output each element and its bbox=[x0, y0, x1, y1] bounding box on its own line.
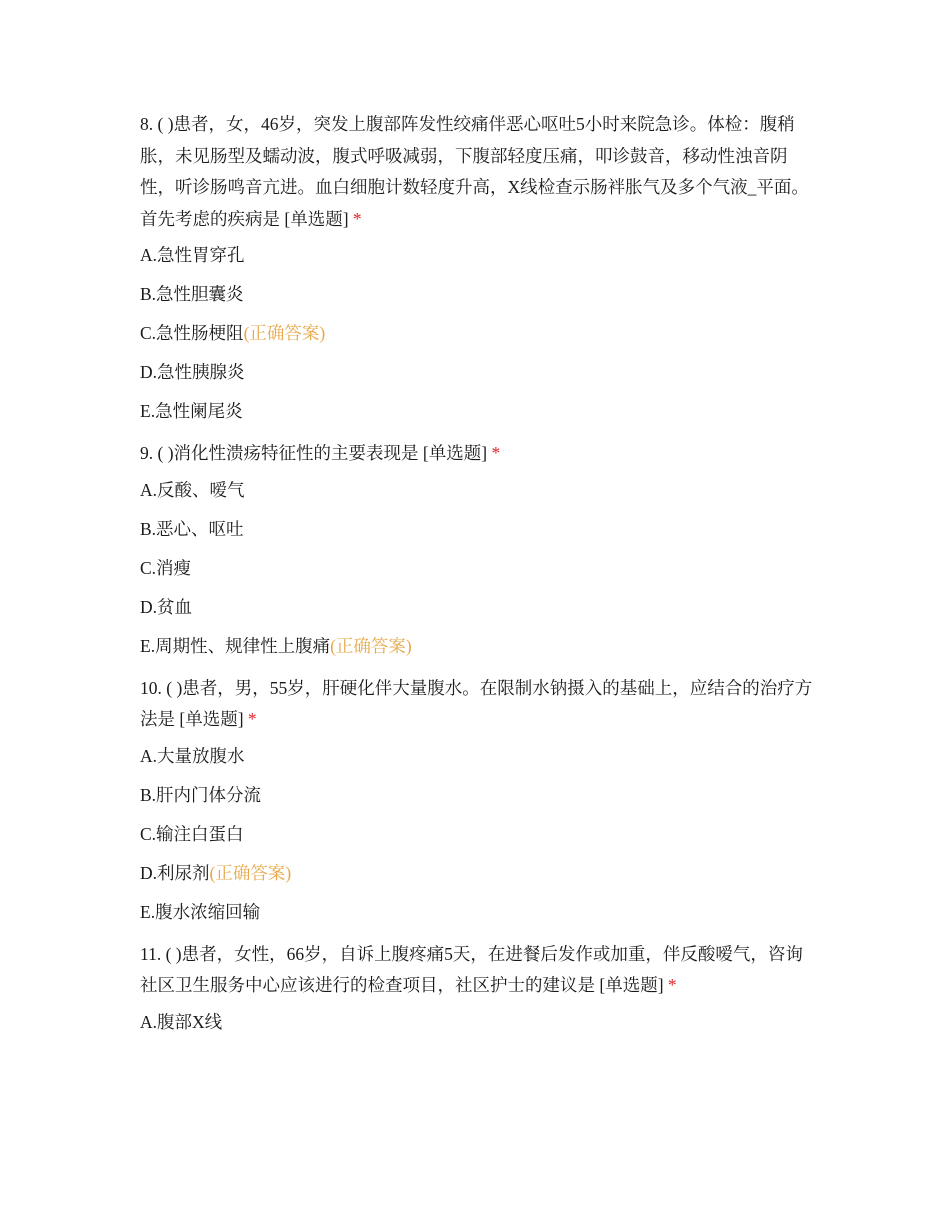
question-9 bbox=[140, 438, 820, 659]
option-d: D.急性胰腺炎 bbox=[140, 362, 245, 382]
required-mark: * bbox=[491, 443, 501, 463]
correct-answer-mark: (正确答案) bbox=[330, 635, 412, 656]
question-10 bbox=[140, 673, 820, 925]
question-text: 11. ( )患者，女性，66岁，自诉上腹疼痛5天，在进餐后发作或加重，伴反酸嗳气，咨询社区卫生服务中心应该进行的检查项目，社区护士的建议是 [单选题] * bbox=[140, 943, 803, 995]
option-a: A.大量放腹水 bbox=[140, 745, 245, 766]
question-text: 8. ( )患者，女，46岁，突发上腹部阵发性绞痛伴恶心呕吐5小时来院急诊。体检：腹稍胀，未见肠型及蠕动波，腹式呼吸减弱，下腹部轻度压痛，叩诊鼓音，移动性浊音阴性，听诊肠鸣音亢进。血白细胞计数轻度升高，X线检查示肠袢胀气及多个气液_平面。首先考虑的疾病是 [单选题] * bbox=[140, 114, 809, 229]
option-e: E.腹水浓缩回输 bbox=[140, 901, 261, 922]
document-page bbox=[140, 109, 820, 1048]
option-c: C.输注白蛋白 bbox=[140, 823, 244, 844]
required-mark: * bbox=[352, 208, 362, 229]
option-e: E.急性阑尾炎 bbox=[140, 401, 243, 421]
option-b: B.急性胆囊炎 bbox=[140, 284, 244, 304]
option-d: D.贫血 bbox=[140, 596, 193, 617]
option-d: D.利尿剂(正确答案) bbox=[140, 862, 292, 883]
option-a: A.急性胃穿孔 bbox=[140, 245, 245, 265]
option-c: C.消瘦 bbox=[140, 557, 192, 578]
option-e: E.周期性、规律性上腹痛(正确答案) bbox=[140, 635, 412, 656]
question-8 bbox=[140, 109, 820, 424]
option-b: B.恶心、呕吐 bbox=[140, 518, 244, 539]
question-text: 9. ( )消化性溃疡特征性的主要表现是 [单选题] * bbox=[140, 443, 501, 463]
option-b: B.肝内门体分流 bbox=[140, 784, 262, 805]
question-11 bbox=[140, 939, 820, 1035]
required-mark: * bbox=[667, 975, 677, 995]
option-a: A.腹部X线 bbox=[140, 1011, 223, 1032]
option-c: C.急性肠梗阻(正确答案) bbox=[140, 323, 326, 343]
correct-answer-mark: (正确答案) bbox=[209, 862, 292, 883]
required-mark: * bbox=[247, 709, 257, 729]
question-text: 10. ( )患者，男，55岁，肝硬化伴大量腹水。在限制水钠摄入的基础上，应结合的治疗方法是 [单选题] * bbox=[140, 677, 813, 729]
correct-answer-mark: (正确答案) bbox=[243, 323, 326, 343]
option-a: A.反酸、嗳气 bbox=[140, 479, 245, 500]
